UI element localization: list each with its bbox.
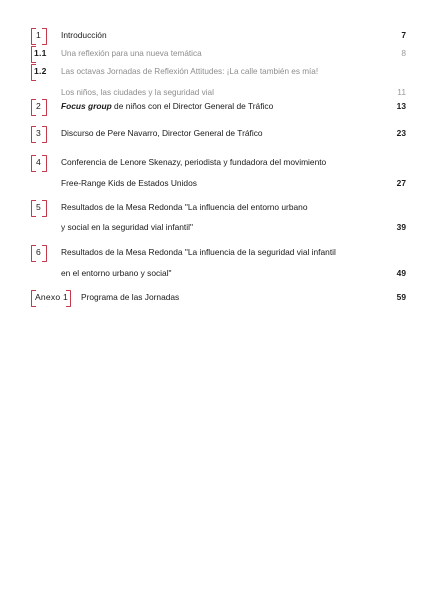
section-title: Las octavas Jornadas de Reflexión Attitudes: ¡La calle también es mía! — [61, 67, 319, 76]
section-number: 4 — [31, 153, 47, 172]
section-number: 1.2 — [31, 62, 51, 81]
page-number: 23 — [396, 128, 406, 138]
section-title-continued: Los niños, las ciudades y la seguridad vial — [61, 88, 214, 97]
page-number: 7 — [401, 30, 406, 40]
section-title-rest: de niños con el Director General de Tráfico — [111, 101, 274, 111]
toc-entry-3[interactable] — [31, 124, 406, 143]
section-title-continued: y social en la seguridad vial infantil" — [61, 222, 193, 232]
toc-entry-4[interactable] — [31, 153, 406, 193]
section-title: Resultados de la Mesa Redonda "La influencia de la seguridad vial infantil — [61, 247, 336, 257]
page-number: 27 — [396, 178, 406, 188]
page-number: 49 — [396, 268, 406, 278]
section-title: Programa de las Jornadas — [81, 292, 180, 302]
section-number: Anexo 1 — [31, 288, 71, 307]
section-number: 5 — [31, 198, 47, 217]
section-title-emphasis: Focus group — [61, 101, 112, 111]
toc-entry-1-2[interactable] — [31, 62, 406, 102]
section-number: 3 — [31, 124, 47, 143]
page-number: 13 — [396, 101, 406, 111]
toc-entry-2[interactable] — [31, 97, 406, 116]
section-title — [61, 97, 273, 116]
toc-entry-1[interactable] — [31, 26, 406, 45]
section-title-continued: Free-Range Kids de Estados Unidos — [61, 178, 197, 188]
page-number: 8 — [401, 48, 406, 58]
section-number: 6 — [31, 243, 47, 262]
section-title-continued: en el entorno urbano y social" — [61, 268, 172, 278]
section-title: Una reflexión para una nueva temática — [61, 49, 202, 58]
section-title: Resultados de la Mesa Redonda "La influencia del entorno urbano — [61, 202, 308, 212]
toc-entry-6[interactable] — [31, 243, 406, 283]
page-number: 59 — [396, 292, 406, 302]
section-number: 1 — [31, 26, 47, 45]
page-number: 39 — [396, 222, 406, 232]
toc-entry-1-1[interactable] — [31, 44, 406, 63]
toc-entry-5[interactable] — [31, 198, 406, 237]
toc-entry-annex-1[interactable] — [31, 288, 406, 307]
section-number: 1.1 — [31, 44, 51, 63]
page-number: 11 — [397, 87, 406, 97]
section-number: 2 — [31, 97, 47, 116]
section-title: Conferencia de Lenore Skenazy, periodista y fundadora del movimiento — [61, 157, 327, 167]
section-title: Introducción — [61, 30, 107, 40]
section-title: Discurso de Pere Navarro, Director General de Tráfico — [61, 128, 263, 138]
